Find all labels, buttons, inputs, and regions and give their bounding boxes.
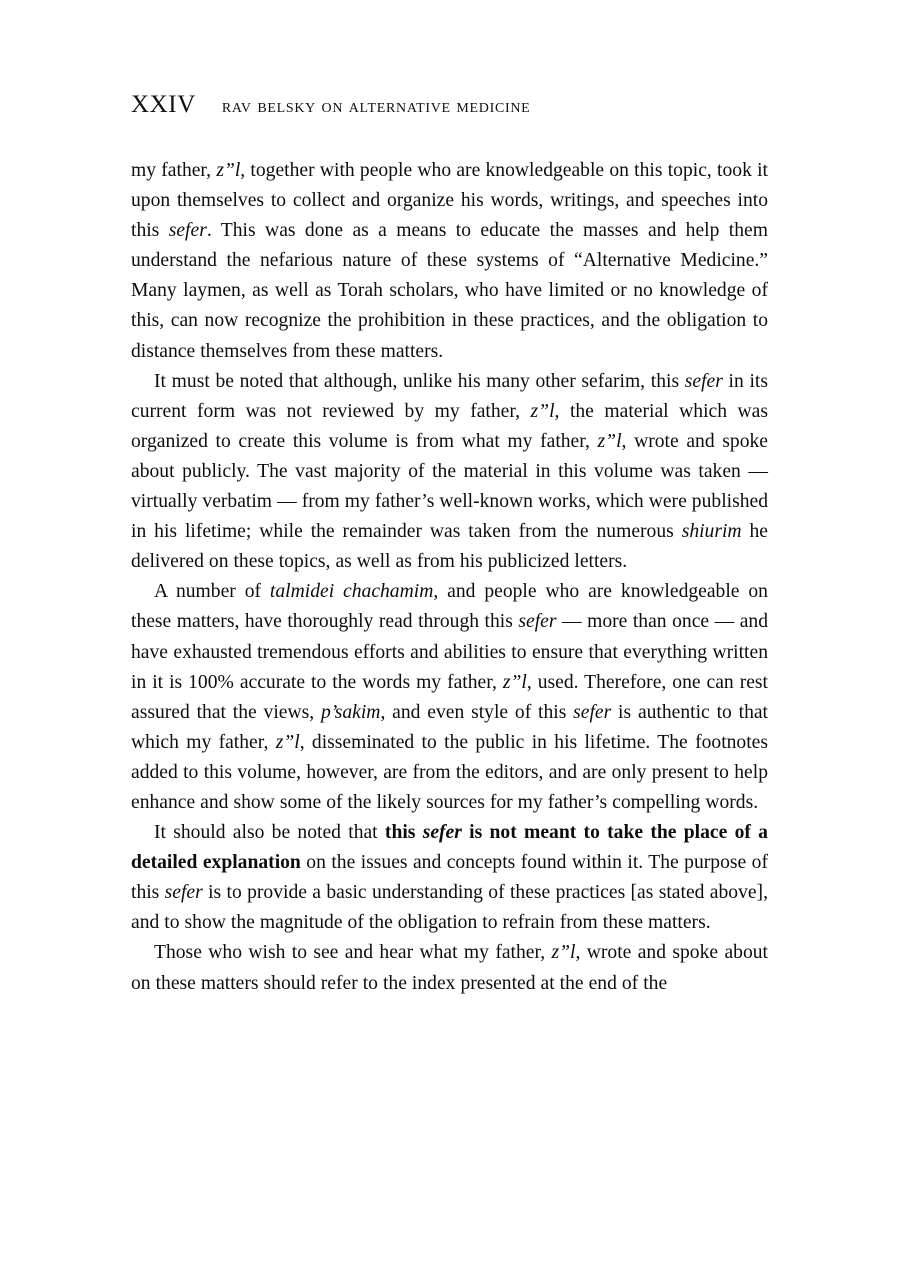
text-run-italic: sefer — [684, 370, 723, 392]
text-run-italic: z”l — [551, 942, 576, 964]
text-run-bold: this — [384, 822, 423, 844]
text-run-italic: sefer — [518, 611, 557, 633]
body-paragraph: It should also be noted that this sefer is not meant to take the place of a detailed explanation on the issues and concepts found within it. The purpose of this sefer is to provide a basic understanding of these practices [as stated above], and to show the magnitude of the obligation to refrain from these matters. — [131, 822, 768, 934]
text-run-italic: z”l — [216, 160, 241, 181]
text-run-bold: is not meant to take the place of a detailed explanation — [131, 822, 768, 874]
body-paragraph: A number of talmidei chachamim, and people who are knowledgeable on these matters, have thoroughly read through this sefer — more than once — and have exhausted tremendous efforts and abilities to ensure that everything written in it is 100% accurate to the words my father, z”l, used. Therefore, one can rest assured that the views, p’sakim, and even style of this sefer is authentic to that which my father, z”l, disseminated to the public in his lifetime. The footnotes added to this volume, however, are from the editors, and are only present to help enhance and show some of the likely sources for my father’s compelling words. — [131, 581, 769, 813]
body-paragraph: It must be noted that although, unlike his many other sefarim, this sefer in its current form was not reviewed by my father, z”l, the material which was organized to create this volume is from what my father, z”l, wrote and spoke about publicly. The vast majority of the material in this volume was taken — virtually verbatim — from my father’s well-known works, which were published in his lifetime; while the remainder was taken from the numerous shiurim he delivered on these topics, as well as from his publicized letters. — [131, 370, 769, 573]
text-run-italic: sefer — [168, 220, 207, 242]
body-text-block — [131, 156, 768, 999]
text-run-italic: z”l — [275, 731, 300, 753]
text-run-italic: sefer — [573, 701, 612, 723]
body-paragraph: Those who wish to see and hear what my father, z”l, wrote and spoke about on these matters should refer to the index presented at the end of the — [131, 942, 768, 994]
page-folio-number: XXIV — [131, 91, 196, 118]
text-run-italic: shiurim — [681, 521, 742, 543]
running-head — [131, 92, 768, 117]
text-run-italic: z”l — [597, 430, 622, 452]
text-run-italic: z”l — [530, 400, 555, 422]
text-run-italic: talmidei chachamim — [269, 581, 434, 603]
text-run-italic: sefer — [164, 882, 203, 904]
text-run-italic: z”l — [502, 671, 527, 693]
text-run-bold-italic: sefer — [422, 822, 462, 844]
text-run-italic: p’sakim — [320, 701, 381, 723]
running-head-title: rav belsky on alternative medicine — [221, 96, 531, 117]
body-paragraph: my father, z”l, together with people who are knowledgeable on this topic, took it upon themselves to collect and organize his words, writings, and speeches into this sefer. This was done as a means to educate the masses and help them understand the nefarious nature of these systems of “Alternative Medicine.” Many laymen, as well as Torah scholars, who have limited or no knowledge of this, can now recognize the prohibition in these practices, and the obligation to distance themselves from these matters. — [131, 160, 768, 362]
